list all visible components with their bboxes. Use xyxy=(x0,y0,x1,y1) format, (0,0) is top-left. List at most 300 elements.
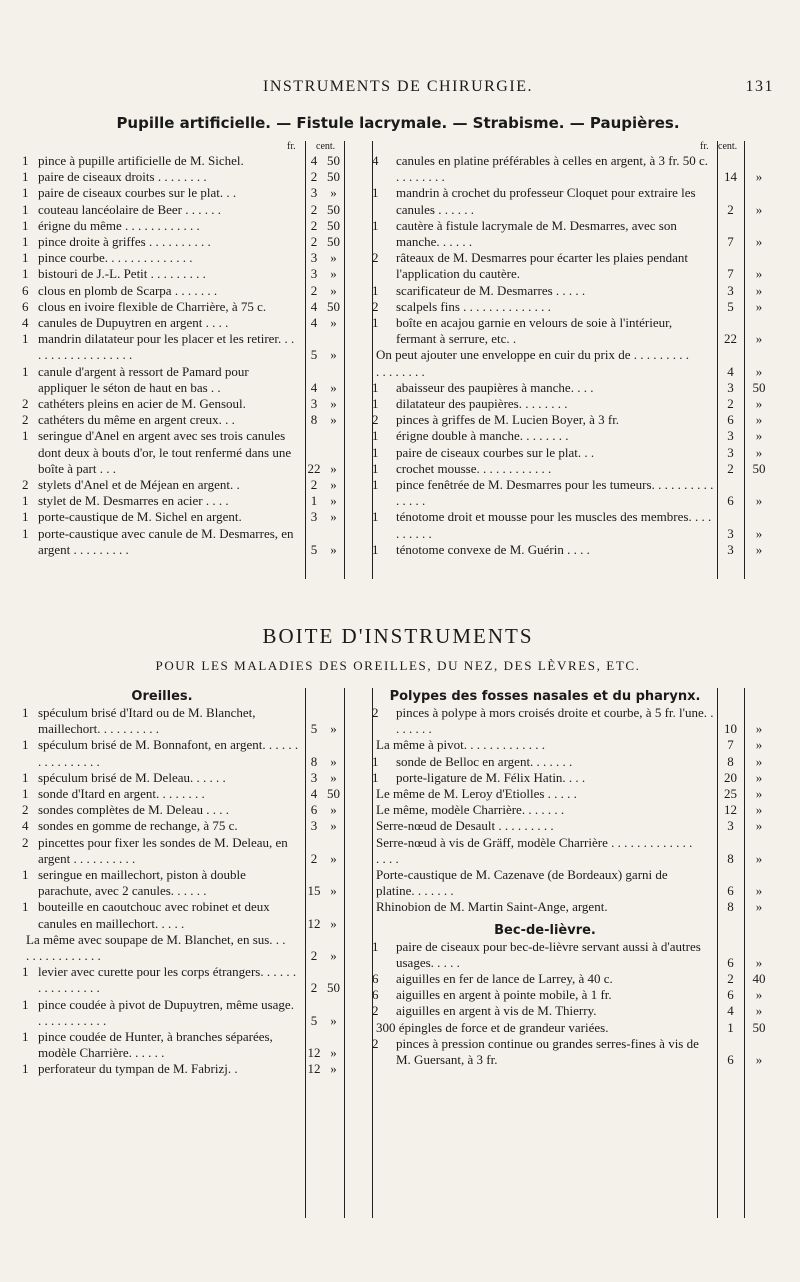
price-francs: 3 xyxy=(727,282,734,298)
instrument-description: sondes complètes de M. Deleau . . . . xyxy=(38,802,229,818)
instrument-entry xyxy=(22,169,370,185)
quantity: 1 xyxy=(372,477,379,493)
price-francs: 4 xyxy=(310,786,318,802)
quantity: 2 xyxy=(22,396,29,412)
quantity: 1 xyxy=(22,867,29,883)
price-centimes: » xyxy=(330,412,337,428)
instrument-entry xyxy=(372,412,774,428)
quantity: 1 xyxy=(22,250,29,266)
instrument-entry xyxy=(22,299,370,315)
quantity: 1 xyxy=(22,1029,29,1045)
price-centimes: 50 xyxy=(327,169,340,185)
instrument-description: Le même de M. Leroy d'Etiolles . . . . . xyxy=(376,786,577,802)
instrument-description: paire de ciseaux courbes sur le plat. . . xyxy=(396,444,595,460)
instrument-description: canules en platine préférables à celles en argent, à 3 fr. 50 c. . . . . . . . . xyxy=(396,153,708,185)
price-francs: 6 xyxy=(727,493,734,509)
price-centimes: 50 xyxy=(752,1019,766,1035)
quantity: 6 xyxy=(22,282,29,298)
price-centimes: » xyxy=(755,987,763,1003)
instrument-entry xyxy=(22,185,370,201)
price-francs: 12 xyxy=(307,1061,321,1077)
price-francs: 2 xyxy=(310,477,318,493)
quantity: 1 xyxy=(22,201,29,217)
price-centimes: » xyxy=(755,753,763,769)
instrument-description: sonde de Belloc en argent. . . . . . . xyxy=(396,753,573,769)
instrument-description: bouteille en caoutchouc avec robinet et deux canules en maillechort. . . . . xyxy=(38,899,270,931)
price-centimes: » xyxy=(330,753,337,769)
price-francs: 1 xyxy=(310,493,318,509)
price-francs: 3 xyxy=(727,379,734,395)
instrument-description: scarificateur de M. Desmarres . . . . . xyxy=(396,282,586,298)
instrument-description: mandrin à crochet du professeur Cloquet pour extraire les canules . . . . . . xyxy=(396,185,696,217)
quantity: 1 xyxy=(372,396,379,412)
price-francs: 4 xyxy=(310,298,318,314)
instrument-description: pinces à pression continue ou grandes serres-fines à vis de M. Guersant, à 3 fr. xyxy=(396,1035,699,1068)
price-francs: 6 xyxy=(727,954,734,970)
quantity: 1 xyxy=(372,753,379,769)
price-francs: 3 xyxy=(310,250,318,266)
instrument-entry xyxy=(372,786,774,802)
price-centimes: » xyxy=(755,802,763,818)
price-centimes: » xyxy=(330,883,337,899)
price-centimes: » xyxy=(755,493,763,509)
price-centimes: » xyxy=(330,721,337,737)
instrument-description: cautère à fistule lacrymale de M. Desmarres, avec son manche. . . . . . xyxy=(396,217,677,250)
price-centimes: 50 xyxy=(327,298,340,314)
instrument-description: râteaux de M. Desmarres pour écarter les plaies pendant l'application du cautère. xyxy=(396,250,689,282)
instrument-entry xyxy=(372,1036,774,1068)
instrument-description: perforateur du tympan de M. Fabrizj. . xyxy=(38,1061,238,1077)
quantity: 6 xyxy=(372,987,379,1003)
price-francs: 6 xyxy=(727,987,734,1003)
instrument-entry xyxy=(22,867,370,899)
instrument-description: érigne du même . . . . . . . . . . . . xyxy=(38,217,200,233)
instrument-description: sonde d'Itard en argent. . . . . . . . xyxy=(38,786,205,802)
instrument-description: aiguilles en argent à vis de M. Thierry. xyxy=(396,1003,597,1019)
instrument-entry xyxy=(372,461,774,477)
price-francs: 8 xyxy=(727,899,734,915)
instrument-description: seringue d'Anel en argent avec ses trois canules dont deux à bouts d'or, le tout renfermé dans une boîte à part . . . xyxy=(38,428,292,476)
instrument-entry xyxy=(22,283,370,299)
price-francs: 2 xyxy=(310,217,318,233)
instrument-description: 300 épingles de force et de grandeur variées. xyxy=(376,1019,609,1035)
price-francs: 4 xyxy=(727,1003,734,1019)
price-francs: 20 xyxy=(724,769,737,785)
instrument-entry xyxy=(372,971,774,987)
instrument-entry xyxy=(372,299,774,315)
instrument-entry xyxy=(372,818,774,834)
instrument-description: érigne double à manche. . . . . . . . xyxy=(396,428,569,444)
polyp-heading: Polypes des fosses nasales et du pharynx. xyxy=(389,689,701,704)
quantity: 1 xyxy=(372,460,379,476)
price-centimes: » xyxy=(330,850,337,866)
price-francs: 3 xyxy=(727,818,734,834)
instrument-description: canules de Dupuytren en argent . . . . xyxy=(38,315,229,331)
quantity: 1 xyxy=(22,363,29,379)
price-francs: 8 xyxy=(727,850,734,866)
quantity: 2 xyxy=(372,1003,379,1019)
price-francs: 2 xyxy=(310,169,318,185)
quantity: 4 xyxy=(22,315,29,331)
price-centimes: » xyxy=(330,396,337,412)
price-francs: 2 xyxy=(310,948,318,964)
instrument-entry xyxy=(22,737,370,769)
quantity: 1 xyxy=(372,282,379,298)
quantity: 1 xyxy=(22,525,29,541)
instrument-entry xyxy=(22,364,370,396)
quantity: 1 xyxy=(372,379,379,395)
instrument-description: pince droite à griffes . . . . . . . . . . xyxy=(38,234,211,250)
price-francs: 3 xyxy=(727,444,734,460)
price-centimes: » xyxy=(330,347,337,363)
price-column-right xyxy=(372,141,774,558)
quantity: 6 xyxy=(22,298,29,314)
price-centimes: » xyxy=(755,541,763,557)
instrument-description: crochet mousse. . . . . . . . . . . . xyxy=(396,460,552,476)
instrument-entry xyxy=(22,202,370,218)
price-francs: 3 xyxy=(310,266,318,282)
instrument-entry xyxy=(22,250,370,266)
quantity: 1 xyxy=(372,217,379,233)
instrument-entry xyxy=(22,234,370,250)
instrument-entry xyxy=(22,802,370,818)
instrument-entry xyxy=(372,705,774,737)
instrument-entry xyxy=(22,493,370,509)
price-centimes: » xyxy=(330,379,337,395)
quantity: 1 xyxy=(22,493,29,509)
price-francs: 15 xyxy=(307,883,321,899)
quantity: 1 xyxy=(22,234,29,250)
price-centimes: » xyxy=(755,786,763,802)
instrument-description: porte-caustique avec canule de M. Desmarres, en argent . . . . . . . . . xyxy=(38,525,294,557)
price-francs: 3 xyxy=(727,428,734,444)
instrument-entry xyxy=(22,218,370,234)
price-centimes: » xyxy=(330,1012,337,1028)
price-centimes: » xyxy=(330,493,337,509)
quantity: 2 xyxy=(22,477,29,493)
instrument-entry xyxy=(22,477,370,493)
price-francs: 12 xyxy=(724,802,737,818)
price-francs: 3 xyxy=(310,769,318,785)
instrument-description: scalpels fins . . . . . . . . . . . . . . xyxy=(396,298,551,314)
instrument-entry xyxy=(22,1061,370,1077)
quantity: 1 xyxy=(22,705,29,720)
box-title: BOITE D'INSTRUMENTS xyxy=(262,624,534,648)
instrument-entry xyxy=(22,1029,370,1061)
price-francs: 2 xyxy=(310,850,318,866)
price-centimes: » xyxy=(755,169,763,185)
price-francs: 14 xyxy=(724,169,737,185)
quantity: 2 xyxy=(372,705,379,720)
price-francs: 12 xyxy=(307,1045,321,1061)
instrument-description: pinces à griffes de M. Lucien Boyer, à 3 fr. xyxy=(396,412,620,428)
instrument-description: aiguilles en fer de lance de Larrey, à 40 c. xyxy=(396,971,613,987)
instrument-description: pince courbe. . . . . . . . . . . . . . xyxy=(38,250,193,266)
instrument-entry xyxy=(372,899,774,915)
instrument-description: spéculum brisé de M. Deleau. . . . . . xyxy=(38,769,226,785)
instrument-entry xyxy=(372,770,774,786)
price-centimes: » xyxy=(755,444,763,460)
price-centimes: » xyxy=(755,883,763,899)
quantity: 1 xyxy=(372,428,379,444)
price-francs: 5 xyxy=(310,721,318,737)
instrument-entry xyxy=(372,153,774,185)
price-centimes: » xyxy=(330,1061,337,1077)
instrument-entry xyxy=(372,218,774,250)
instrument-entry xyxy=(372,477,774,509)
price-francs: 2 xyxy=(310,234,318,250)
instrument-entry xyxy=(372,509,774,541)
instrument-entry xyxy=(22,153,370,169)
price-centimes: » xyxy=(755,298,763,314)
price-francs: 2 xyxy=(727,971,734,987)
unit-fr: fr. xyxy=(287,141,296,152)
instrument-description: canule d'argent à ressort de Pamard pour appliquer le séton de haut en bas . . xyxy=(38,363,249,395)
price-centimes: » xyxy=(330,477,337,493)
price-francs: 10 xyxy=(724,721,737,737)
price-centimes: » xyxy=(330,541,337,557)
quantity: 1 xyxy=(22,786,29,802)
instrument-entry xyxy=(22,964,370,996)
price-centimes: 50 xyxy=(752,460,766,476)
price-francs: 2 xyxy=(727,396,734,412)
quantity: 4 xyxy=(372,153,379,168)
instrument-entry xyxy=(372,185,774,217)
quantity: 2 xyxy=(372,1035,379,1051)
instrument-description: Rhinobion de M. Martin Saint-Ange, argent. xyxy=(376,899,608,915)
quantity: 2 xyxy=(22,412,29,428)
instrument-entry xyxy=(22,526,370,558)
price-francs: 5 xyxy=(310,347,318,363)
instrument-description: pince à pupille artificielle de M. Sichel. xyxy=(38,153,244,168)
price-francs: 4 xyxy=(310,315,318,331)
quantity: 1 xyxy=(22,996,29,1012)
price-centimes: » xyxy=(755,331,763,347)
price-centimes: 50 xyxy=(327,980,340,996)
quantity: 6 xyxy=(372,971,379,987)
price-francs: 2 xyxy=(310,980,318,996)
price-centimes: » xyxy=(330,802,337,818)
instrument-description: ténotome convexe de M. Guérin . . . . xyxy=(396,541,590,557)
quantity: 1 xyxy=(22,169,29,185)
price-francs: 6 xyxy=(727,883,734,899)
price-centimes: » xyxy=(330,315,337,331)
instrument-entry xyxy=(22,899,370,931)
price-centimes: » xyxy=(755,266,763,282)
running-title: INSTRUMENTS DE CHIRURGIE. xyxy=(263,78,533,95)
instrument-description: paire de ciseaux droits . . . . . . . . xyxy=(38,169,207,185)
box-subtitle: POUR LES MALADIES DES OREILLES, DU NEZ, DES LÈVRES, ETC. xyxy=(155,658,641,673)
instrument-entry xyxy=(372,250,774,282)
instrument-entry xyxy=(22,818,370,834)
instrument-description: abaisseur des paupières à manche. . . . xyxy=(396,379,594,395)
instrument-description: Serre-nœud de Desault . . . . . . . . . xyxy=(376,818,554,834)
price-centimes: » xyxy=(755,234,763,250)
quantity: 2 xyxy=(372,298,379,314)
instrument-entry xyxy=(22,331,370,363)
price-centimes: » xyxy=(755,721,763,737)
price-francs: 12 xyxy=(307,915,321,931)
price-francs: 1 xyxy=(727,1019,734,1035)
price-centimes: » xyxy=(755,525,763,541)
unit-cent: cent. xyxy=(316,141,336,152)
instrument-description: seringue en maillechort, piston à double parachute, avec 2 canules. . . . . . xyxy=(38,867,246,899)
instrument-description: La même à pivot. . . . . . . . . . . . . xyxy=(376,737,545,753)
instrument-entry xyxy=(22,315,370,331)
instrument-entry xyxy=(372,867,774,899)
instrument-entry xyxy=(372,987,774,1003)
instrument-description: cathéters pleins en acier de M. Gensoul. xyxy=(38,396,246,412)
instrument-entry xyxy=(22,412,370,428)
instrument-description: pincettes pour fixer les sondes de M. Deleau, en argent . . . . . . . . . . xyxy=(38,834,288,866)
price-centimes: » xyxy=(755,954,763,970)
instrument-description: paire de ciseaux pour bec-de-lièvre servant aussi à d'autres usages. . . . . xyxy=(396,938,701,970)
price-centimes: » xyxy=(755,201,763,217)
quantity: 1 xyxy=(372,185,379,201)
instrument-entry xyxy=(22,932,370,964)
instrument-description: sondes en gomme de rechange, à 75 c. xyxy=(38,818,238,834)
instrument-entry xyxy=(22,428,370,477)
instrument-description: boîte en acajou garnie en velours de soie à l'intérieur, fermant à serrure, etc. . xyxy=(396,315,673,347)
price-centimes: » xyxy=(330,266,337,282)
ear-heading: Oreilles. xyxy=(131,689,193,704)
price-centimes: » xyxy=(755,428,763,444)
price-centimes: 50 xyxy=(752,379,766,395)
price-francs: 2 xyxy=(727,201,734,217)
price-francs: 7 xyxy=(727,737,734,753)
price-centimes: 50 xyxy=(327,217,340,233)
instrument-description: dilatateur des paupières. . . . . . . . xyxy=(396,396,568,412)
price-francs: 3 xyxy=(310,185,318,201)
quantity: 1 xyxy=(22,428,29,444)
price-francs: 2 xyxy=(727,460,734,476)
price-centimes: » xyxy=(330,460,337,476)
instrument-entry xyxy=(372,737,774,753)
instrument-description: clous en ivoire flexible de Charrière, à 75 c. xyxy=(38,298,267,314)
instrument-description: couteau lancéolaire de Beer . . . . . . xyxy=(38,201,221,217)
instrument-description: pince coudée de Hunter, à branches séparées, modèle Charrière. . . . . . xyxy=(38,1029,273,1061)
quantity: 1 xyxy=(22,331,29,347)
quantity: 1 xyxy=(22,1061,29,1077)
price-centimes: » xyxy=(755,850,763,866)
quantity: 1 xyxy=(22,185,29,201)
instrument-description: paire de ciseaux courbes sur le plat. . . xyxy=(38,185,237,201)
instrument-entry xyxy=(372,315,774,347)
instrument-description: pinces à polype à mors croisés droite et courbe, à 5 fr. l'une. . . . . . . . xyxy=(396,705,714,737)
price-centimes: » xyxy=(330,282,337,298)
price-centimes: » xyxy=(755,1003,763,1019)
price-francs: 4 xyxy=(310,379,318,395)
instrument-entry xyxy=(372,1020,774,1036)
price-francs: 3 xyxy=(727,525,734,541)
quantity: 1 xyxy=(372,315,379,331)
instrument-entry xyxy=(372,428,774,444)
quantity: 1 xyxy=(22,266,29,282)
price-centimes: » xyxy=(755,282,763,298)
instrument-entry xyxy=(372,445,774,461)
price-centimes: » xyxy=(330,509,337,525)
quantity: 2 xyxy=(22,834,29,850)
price-centimes: » xyxy=(330,185,337,201)
instrument-entry xyxy=(22,997,370,1029)
quantity: 4 xyxy=(22,818,29,834)
instrument-entry xyxy=(372,542,774,558)
instrument-description: Serre-nœud à vis de Gräff, modèle Charrière . . . . . . . . . . . . . . . . . xyxy=(376,834,693,866)
price-francs: 4 xyxy=(727,363,734,379)
price-francs: 2 xyxy=(310,282,318,298)
price-francs: 5 xyxy=(310,541,318,557)
price-centimes: » xyxy=(755,1052,763,1068)
price-centimes: » xyxy=(755,818,763,834)
instrument-description: pince fenêtrée de M. Desmarres pour les tumeurs. . . . . . . . . . . . . . . xyxy=(396,477,714,509)
ear-column xyxy=(22,688,370,1078)
harelip-heading: Bec-de-lièvre. xyxy=(494,922,596,938)
instrument-description: On peut ajouter une enveloppe en cuir du prix de . . . . . . . . . . . . . . . . . xyxy=(376,347,689,379)
price-centimes: 50 xyxy=(327,786,340,802)
price-francs: 6 xyxy=(727,412,734,428)
price-francs: 6 xyxy=(727,1052,734,1068)
quantity: 2 xyxy=(372,412,379,428)
instrument-entry xyxy=(22,770,370,786)
quantity: 1 xyxy=(372,938,379,954)
instrument-entry xyxy=(22,266,370,282)
quantity: 1 xyxy=(372,444,379,460)
price-centimes: » xyxy=(755,737,763,753)
instrument-entry xyxy=(372,283,774,299)
unit-fr: fr. xyxy=(700,141,709,152)
price-centimes: » xyxy=(330,915,337,931)
price-centimes: » xyxy=(330,1045,337,1061)
price-centimes: » xyxy=(755,363,763,379)
nose-lip-column xyxy=(372,688,774,1068)
instrument-entry xyxy=(372,835,774,867)
quantity: 1 xyxy=(22,964,29,980)
instrument-entry xyxy=(22,786,370,802)
quantity: 1 xyxy=(372,509,379,525)
quantity: 1 xyxy=(22,769,29,785)
instrument-entry xyxy=(372,396,774,412)
quantity: 1 xyxy=(22,153,29,168)
instrument-description: stylets d'Anel et de Méjean en argent. . xyxy=(38,477,240,493)
price-centimes: » xyxy=(755,769,763,785)
instrument-entry xyxy=(22,835,370,867)
price-francs: 7 xyxy=(727,234,734,250)
price-centimes: » xyxy=(755,899,763,915)
price-francs: 5 xyxy=(310,1012,318,1028)
instrument-entry xyxy=(22,509,370,525)
instrument-description: levier avec curette pour les corps étrangers. . . . . . . . . . . . . . . . xyxy=(38,964,297,996)
instrument-entry xyxy=(372,754,774,770)
price-francs: 3 xyxy=(310,509,318,525)
price-francs: 2 xyxy=(310,201,318,217)
quantity: 1 xyxy=(372,541,379,557)
price-francs: 8 xyxy=(310,753,318,769)
instrument-description: porte-ligature de M. Félix Hatin. . . . xyxy=(396,769,586,785)
price-francs: 8 xyxy=(727,753,734,769)
quantity: 2 xyxy=(22,802,29,818)
instrument-description: cathéters du même en argent creux. . . xyxy=(38,412,235,428)
price-centimes: » xyxy=(330,818,337,834)
instrument-description: bistouri de J.-L. Petit . . . . . . . . . xyxy=(38,266,206,282)
quantity: 1 xyxy=(22,509,29,525)
instrument-entry xyxy=(22,705,370,737)
page-number: 131 xyxy=(745,78,774,95)
price-centimes: » xyxy=(755,396,763,412)
quantity: 2 xyxy=(372,250,379,266)
instrument-description: spéculum brisé de M. Bonnafont, en argent. . . . . . . . . . . . . . . . xyxy=(38,737,299,769)
price-francs: 22 xyxy=(724,331,737,347)
instrument-entry xyxy=(22,396,370,412)
